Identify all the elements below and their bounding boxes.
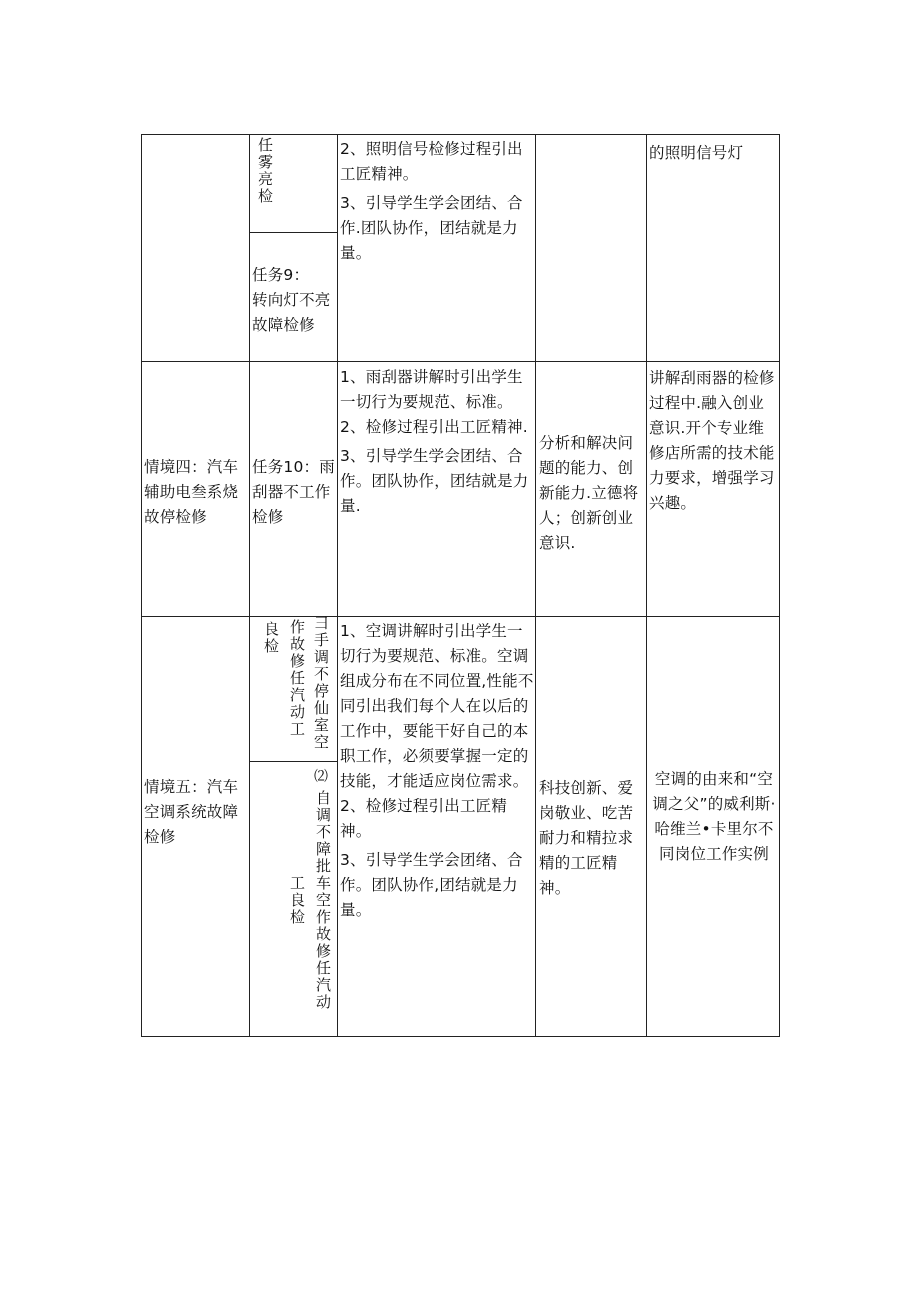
goals-cell: 分析和解决问题的能力、创新能力.立德将人；创新创业意识. [539, 434, 639, 552]
task-vertical-text: 作故修任汽动工 [288, 619, 306, 738]
task-vertical-text: 工良检 [288, 875, 306, 926]
task-cell: 任务10：雨刮器不工作检修 [252, 458, 335, 526]
task-subdivider [250, 761, 337, 762]
task-vertical-text: ⺕手调不停仙室空 [312, 615, 330, 751]
row-divider [142, 361, 779, 362]
scene-cell: 情境五：汽车空调系统故障检修 [144, 778, 239, 846]
col-divider [535, 135, 536, 1036]
points-cell: 1、雨刮器讲解时引出学生一切行为要规范、标准。 2、检修过程引出工匠精神. 3、引导学生学会团结、合作。团队协作，团结就是力量. [340, 368, 529, 515]
scene-cell: 情境四：汽车辅助电叁系烧故停检修 [144, 458, 239, 526]
curriculum-table [141, 134, 780, 1037]
task-vertical-text: 任雾亮检 [256, 137, 274, 205]
points-cell: 2、照明信号检修过程引出工匠精神。 3、引导学生学会团结、合作.团队协作，团结就是力量。 [340, 140, 523, 262]
task-vertical-text: 良检 [262, 621, 280, 655]
cases-cell: 的照明信号灯 [649, 144, 744, 162]
task-vertical-text: 自调不障批车空作故修任汽动 [314, 790, 332, 1011]
goals-cell: 科技创新、爱岗敬业、吃苦耐力和精拉求精的工匠精神。 [539, 779, 634, 897]
col-divider [249, 135, 250, 1036]
cases-cell: 讲解刮雨器的检修过程中.融入创业意识.开个专业维修店所需的技术能力要求，增强学习兴趣。 [649, 369, 775, 512]
row-divider [142, 616, 779, 617]
task-cell: 任务9： 转向灯不亮 故障检修 [252, 266, 331, 334]
task-number: ⑵ [314, 769, 329, 785]
cases-cell: 空调的由来和“空调之父”的威利斯·哈维兰•卡里尔不同岗位工作实例 [652, 770, 776, 863]
points-cell: 1、空调讲解时引出学生一切行为要规范、标准。空调组成分布在不同位置,性能不同引出我们每个人在以后的工作中，要能干好自己的本职工作，必须要掌握一定的技能，才能适应岗位需求。 2、检修过程引出工匠精神。 3、引导学生学会团绪、合作。团队协作,团结就是力量。 [340, 622, 534, 919]
col-divider [646, 135, 647, 1036]
task-subdivider [250, 232, 337, 233]
